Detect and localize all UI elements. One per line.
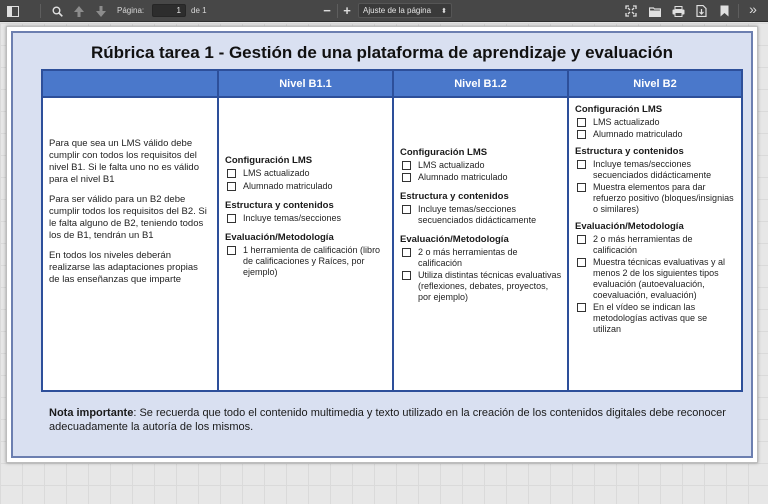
rubric-slide bbox=[11, 31, 753, 458]
checkbox[interactable] bbox=[402, 173, 411, 182]
section-title: Configuración LMS bbox=[400, 147, 488, 158]
criteria-item: En el vídeo se indican las metodologías activas que se utilizan bbox=[575, 302, 737, 335]
toolbar-separator bbox=[337, 4, 338, 18]
checkbox[interactable] bbox=[227, 182, 236, 191]
checkbox[interactable] bbox=[577, 235, 586, 244]
section-title: Configuración LMS bbox=[575, 104, 663, 115]
criteria-item: Incluye temas/secciones secuenciados didácticamente bbox=[400, 204, 563, 226]
criteria-item: 1 herramienta de calificación (libro de calificaciones y Raíces, por ejemplo) bbox=[225, 245, 388, 278]
level-cell-b1-1 bbox=[218, 97, 393, 391]
section-title: Evaluación/Metodología bbox=[575, 221, 684, 232]
chevron-updown-icon: ⬍ bbox=[441, 8, 447, 15]
criteria-item: Alumnado matriculado bbox=[400, 172, 563, 183]
checkbox[interactable] bbox=[577, 118, 586, 127]
pdf-toolbar bbox=[0, 0, 768, 22]
zoom-out-button[interactable]: − bbox=[323, 2, 331, 18]
level-cell-b1-2 bbox=[393, 97, 568, 391]
page-label: Página: bbox=[117, 6, 145, 15]
toolbar-separator bbox=[738, 4, 739, 18]
criteria-item: LMS actualizado bbox=[575, 117, 737, 128]
checkbox[interactable] bbox=[227, 169, 236, 178]
checkbox[interactable] bbox=[402, 271, 411, 280]
level-cell-b2 bbox=[568, 97, 742, 391]
intro-paragraph: Para ser válido para un B2 debe cumplir todos los requisitos del B2. Si le falta alguno de B2, teniendo todos los de B1, tendrán un B1 bbox=[49, 194, 207, 241]
note-text: : Se recuerda que todo el contenido multimedia y texto utilizado en la creación de los contenidos digitales debe reconocer adecuadamente la autoría de los mismos. bbox=[49, 407, 726, 433]
bookmark-icon[interactable] bbox=[717, 4, 731, 18]
intro-cell bbox=[42, 97, 218, 391]
column-header-b2: Nivel B2 bbox=[568, 70, 742, 97]
criteria-item: Alumnado matriculado bbox=[575, 129, 737, 140]
page-title: Rúbrica tarea 1 - Gestión de una plataforma de aprendizaje y evaluación bbox=[91, 43, 673, 62]
tools-icon[interactable]: » bbox=[749, 1, 757, 17]
criteria-item: 2 o más herramientas de calificación bbox=[400, 247, 563, 269]
checkbox[interactable] bbox=[577, 183, 586, 192]
pdf-page bbox=[6, 26, 758, 463]
toolbar-separator bbox=[40, 4, 41, 18]
document-viewer[interactable] bbox=[0, 23, 768, 504]
checkbox[interactable] bbox=[402, 161, 411, 170]
column-header-empty bbox=[42, 70, 218, 97]
column-header-b1-1: Nivel B1.1 bbox=[218, 70, 393, 97]
criteria-item: Incluye temas/secciones secuenciados didácticamente bbox=[575, 159, 737, 181]
checkbox[interactable] bbox=[577, 258, 586, 267]
criteria-item: 2 o más herramientas de calificación bbox=[575, 234, 737, 256]
intro-paragraph: En todos los niveles deberán realizarse las adaptaciones propias de las enseñanzas que imparte bbox=[49, 250, 198, 285]
checkbox[interactable] bbox=[227, 246, 236, 255]
next-page-icon[interactable] bbox=[94, 4, 108, 18]
section-title: Evaluación/Metodología bbox=[400, 234, 509, 245]
zoom-in-button[interactable]: + bbox=[343, 2, 351, 18]
criteria-item: LMS actualizado bbox=[400, 160, 563, 171]
section-title: Evaluación/Metodología bbox=[225, 232, 334, 243]
criteria-item: Muestra técnicas evaluativas y al menos 2 de los siguientes tipos evaluación (autoevaluación, coevaluación, evaluación) bbox=[575, 257, 737, 301]
checkbox[interactable] bbox=[227, 214, 236, 223]
search-icon[interactable] bbox=[50, 4, 64, 18]
checkbox[interactable] bbox=[402, 205, 411, 214]
checkbox[interactable] bbox=[577, 160, 586, 169]
previous-page-icon[interactable] bbox=[72, 4, 86, 18]
open-file-icon[interactable] bbox=[648, 4, 662, 18]
sidebar-toggle-icon[interactable] bbox=[6, 4, 20, 18]
column-header-b1-2: Nivel B1.2 bbox=[393, 70, 568, 97]
criteria-item: Alumnado matriculado bbox=[225, 181, 388, 192]
table-row bbox=[42, 97, 742, 391]
section-title: Estructura y contenidos bbox=[400, 191, 509, 202]
checkbox[interactable] bbox=[402, 248, 411, 257]
zoom-select[interactable] bbox=[358, 3, 452, 18]
criteria-item: Incluye temas/secciones bbox=[225, 213, 388, 224]
important-note bbox=[49, 406, 739, 434]
section-title: Configuración LMS bbox=[225, 155, 313, 166]
print-icon[interactable] bbox=[671, 4, 685, 18]
rubric-table bbox=[41, 69, 743, 392]
page-number-input[interactable]: 1 bbox=[152, 4, 186, 17]
page-total: de 1 bbox=[191, 6, 207, 15]
criteria-item: Utiliza distintas técnicas evaluativas (reflexiones, debates, proyectos, por ejemplo) bbox=[400, 270, 563, 303]
section-title: Estructura y contenidos bbox=[225, 200, 334, 211]
table-header-row bbox=[42, 70, 742, 97]
fullscreen-icon[interactable] bbox=[624, 4, 638, 18]
criteria-item: LMS actualizado bbox=[225, 168, 388, 179]
intro-paragraph: Para que sea un LMS válido debe cumplir con todos los requisitos del nivel B1. Si le falta uno no es válido para el nivel B1 bbox=[49, 138, 199, 185]
note-label: Nota importante bbox=[49, 407, 134, 419]
checkbox[interactable] bbox=[577, 130, 586, 139]
section-title: Estructura y contenidos bbox=[575, 146, 684, 157]
checkbox[interactable] bbox=[577, 303, 586, 312]
zoom-select-value: Ajuste de la página bbox=[363, 6, 432, 15]
criteria-item: Muestra elementos para dar refuerzo positivo (bloques/insignias o similares) bbox=[575, 182, 737, 215]
download-icon[interactable] bbox=[694, 4, 708, 18]
